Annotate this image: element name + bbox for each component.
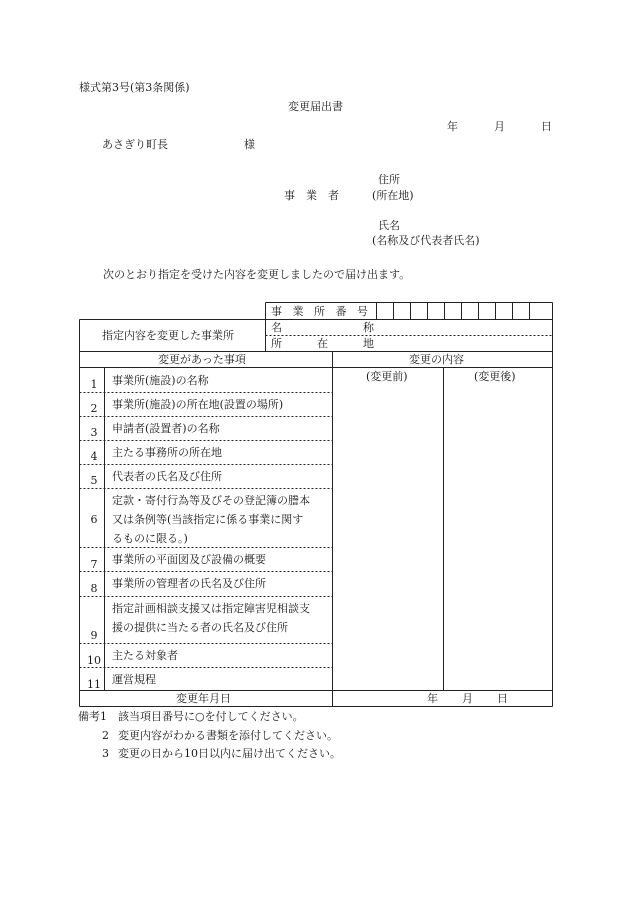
name-label: 氏名 — [378, 219, 400, 232]
change-date-day: 日 — [497, 692, 508, 705]
item-number: 6 — [90, 513, 98, 526]
item-text: 運営規程 — [112, 673, 156, 686]
form-number: 様式第3号(第3条関係) — [79, 81, 190, 94]
change-date-year: 年 — [427, 692, 438, 705]
header-date-year: 年 — [447, 120, 458, 133]
office-changed-label: 指定内容を変更した事業所 — [102, 329, 234, 342]
honorific: 様 — [244, 138, 255, 151]
before-label: (変更前) — [366, 370, 408, 383]
item-number: 7 — [90, 558, 98, 571]
note-prefix: 3 — [102, 747, 109, 760]
item-text: 主たる対象者 — [112, 649, 178, 662]
after-label: (変更後) — [474, 370, 516, 383]
name-sub-label: (名称及び代表者氏名) — [372, 234, 480, 247]
item-number: 5 — [90, 474, 98, 487]
item-number: 9 — [90, 629, 98, 642]
addressee: あさぎり町長 — [102, 138, 168, 151]
item-number: 3 — [90, 426, 98, 439]
item-text: 事業所(施設)の名称 — [112, 374, 209, 387]
item-text: 事業所(施設)の所在地(設置の場所) — [112, 398, 284, 411]
item-text-multiline — [112, 491, 310, 548]
item-number: 10 — [87, 654, 101, 667]
office-number-label: 事業所番号 — [271, 305, 368, 318]
item-text-line: 定款・寄付行為等及びその登記簿の謄本 — [112, 494, 310, 507]
header-date-month: 月 — [494, 120, 505, 133]
item-text-multiline — [112, 599, 310, 637]
item-text: 申請者(設置者)の名称 — [112, 422, 220, 435]
change-date-month: 月 — [462, 692, 473, 705]
item-number: 2 — [90, 402, 98, 415]
header-date-day: 日 — [541, 120, 552, 133]
document-title: 変更届出書 — [288, 100, 343, 113]
item-number: 4 — [90, 450, 98, 463]
changed-items-header: 変更があった事項 — [158, 353, 246, 366]
item-text-line: 指定計画相談支援又は指定障害児相談支 — [112, 602, 310, 615]
note-prefix: 備考1 — [78, 710, 107, 723]
item-text-line: るものに限る。) — [112, 532, 188, 545]
change-date-label: 変更年月日 — [176, 692, 231, 705]
note-prefix: 2 — [102, 729, 109, 742]
item-number: 1 — [90, 378, 98, 391]
note-text: 変更の日から10日以内に届け出てください。 — [118, 747, 341, 760]
item-text: 主たる事務所の所在地 — [112, 446, 222, 459]
office-address-label: 所在地 — [271, 337, 374, 350]
item-number: 11 — [87, 678, 101, 691]
change-contents-header: 変更の内容 — [409, 353, 464, 366]
item-text-line: 援の提供に当たる者の氏名及び住所 — [112, 621, 288, 634]
statement: 次のとおり指定を受けた内容を変更しましたので届け出ます。 — [103, 268, 411, 281]
item-text: 事業所の平面図及び設備の概要 — [112, 553, 266, 566]
item-text-line: 又は条例等(当該指定に係る事業に関す — [112, 513, 304, 526]
item-text: 事業所の管理者の氏名及び住所 — [112, 577, 266, 590]
item-text: 代表者の氏名及び住所 — [112, 470, 222, 483]
address-sub-label: (所在地) — [372, 189, 414, 202]
address-label: 住所 — [378, 173, 400, 186]
note-text: 変更内容がわかる書類を添付してください。 — [118, 729, 338, 742]
item-number: 8 — [90, 582, 98, 595]
applicant-role-label: 事 業 者 — [284, 189, 339, 202]
office-name-label: 名称 — [271, 321, 374, 334]
note-text: 該当項目番号に○を付してください。 — [118, 710, 304, 723]
